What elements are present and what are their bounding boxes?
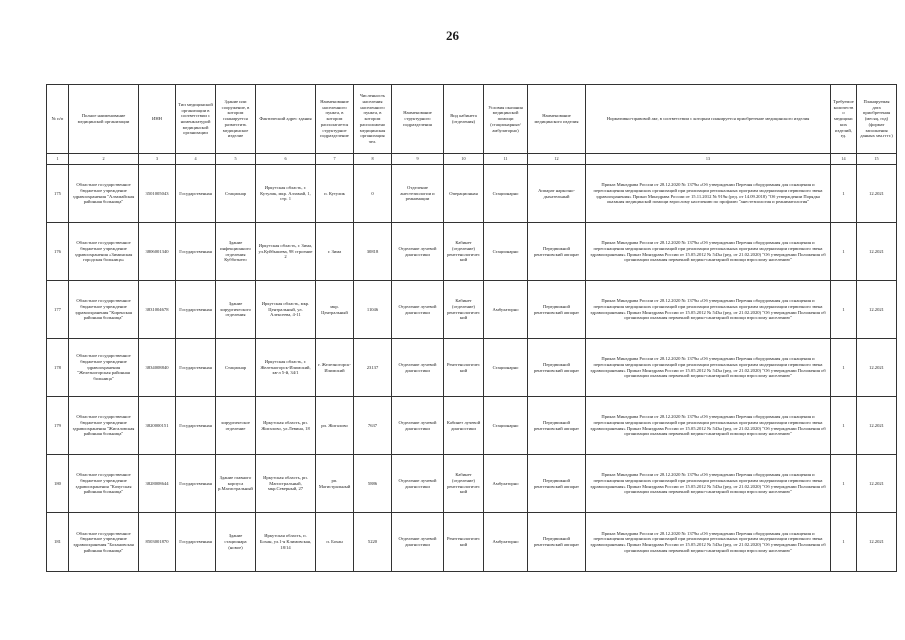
care-conditions: Стационарно: [484, 223, 528, 281]
column-number: 7: [316, 154, 354, 165]
org-type: Государственная: [176, 513, 216, 572]
unit-cell: Отделение лучевой диагностики: [392, 455, 444, 513]
room-type: Операционная: [444, 165, 484, 223]
legal-act: Приказ Минздрава России от 28.12.2020 № 1379н «Об утверждении Перечня оборудования для оснащения и переоснащения медицинских организаций при реализации региональных программ модернизации первичного звена здравоохранения» Приказ Минздрава России от 15.05.2012 № 543н (ред. от 21.02.2020) "Об утверждении Положения об организации оказания первичной медико-санитарной помощи взрослому населению": [586, 455, 831, 513]
planned-date: 12.2021: [857, 513, 897, 572]
settlement-cell: рп. Жигалово: [316, 397, 354, 455]
inn-cell: 8503001870: [139, 513, 176, 572]
building-cell: Здание инфекционного отделения Кубботнего: [216, 223, 256, 281]
building-cell: Здание стационара (новое): [216, 513, 256, 572]
column-number: 4: [176, 154, 216, 165]
planned-date: 12.2021: [857, 397, 897, 455]
address-cell: Иркутская область, мкр. Центральный, ул. Алексеева, 4-11: [256, 281, 316, 339]
building-cell: Здание хирургического отделения: [216, 281, 256, 339]
care-conditions: Амбулаторно: [484, 513, 528, 572]
legal-act: Приказ Минздрава России от 28.12.2020 № 1379н «Об утверждении Перечня оборудования для оснащения и переоснащения медицинских организаций при реализации региональных программ модернизации первичного звена здравоохранения» Приказ Минздрава России от 15.11.2012 № 919н (ред. от 14.09.2018) "Об утверждении Порядка оказания медицинской помощи взрослому населению по профилю "анестезиология и реаниматология": [586, 165, 831, 223]
settlement-cell: г. Зима: [316, 223, 354, 281]
unit-cell: Отделение лучевой диагностики: [392, 513, 444, 572]
legal-act: Приказ Минздрава России от 28.12.2020 № 1379н «Об утверждении Перечня оборудования для оснащения и переоснащения медицинских организаций при реализации региональных программ модернизации первичного звена здравоохранения» Приказ Минздрава России от 15.05.2012 № 543н (ред. от 21.02.2020) "Об утверждении Положения об организации оказания первичной медико-санитарной помощи взрослому населению": [586, 397, 831, 455]
org-type: Государственная: [176, 339, 216, 397]
address-cell: Иркутская область, г. Железногорск-Илимский, кв-л 5-й, 34/1: [256, 339, 316, 397]
room-type: Кабинет (отделение) рентгенологический: [444, 223, 484, 281]
room-type: Кабинет лучевой диагностики: [444, 397, 484, 455]
address-cell: Иркутская область, рп. Жигалово, ул.Левина, 18: [256, 397, 316, 455]
settlement-cell: п. Кутулик: [316, 165, 354, 223]
organization-name: Областное государственное бюджетное учреждение здравоохранения "Киренская районная больница": [69, 281, 139, 339]
building-cell: Здание главного корпуса р.Магистральный: [216, 455, 256, 513]
org-type: Государственная: [176, 281, 216, 339]
row-number: 180: [47, 455, 69, 513]
unit-cell: Отделение лучевой диагностики: [392, 223, 444, 281]
quantity-cell: 1: [831, 397, 857, 455]
row-number: 175: [47, 165, 69, 223]
table-row: [47, 223, 897, 281]
building-cell: Стационар: [216, 165, 256, 223]
header-cell: Наименование структурного подразделения: [392, 85, 444, 154]
organization-name: Областное государственное бюджетное учреждение здравоохранения "Алзамайская районная больница": [69, 165, 139, 223]
organization-name: Областное государственное бюджетное учреждение здравоохранения "Жигаловская районная больница": [69, 397, 139, 455]
device-name: Передвижной рентгеновский аппарат: [528, 513, 586, 572]
inn-cell: 3828008644: [139, 455, 176, 513]
column-number: 5: [216, 154, 256, 165]
population-cell: 23137: [354, 339, 392, 397]
device-name: Передвижной рентгеновский аппарат: [528, 223, 586, 281]
unit-cell: Отделение лучевой диагностики: [392, 339, 444, 397]
column-number: 13: [586, 154, 831, 165]
address-cell: Иркутская область, г. Кутулик, мкр. Алзамай, 1, стр. 1: [256, 165, 316, 223]
settlement-cell: г. Железногорск-Илимский: [316, 339, 354, 397]
planned-date: 12.2021: [857, 165, 897, 223]
header-cell: Полное наименование медицинской организации: [69, 85, 139, 154]
header-cell: Нормативно-правовой акт, в соответствии с которым планируется приобретение медицинского изделия: [586, 85, 831, 154]
inn-cell: 3834008840: [139, 339, 176, 397]
header-cell: Фактический адрес здания: [256, 85, 316, 154]
organization-name: Областное государственное бюджетное учреждение здравоохранения "Качугская районная больница": [69, 455, 139, 513]
care-conditions: Стационарно: [484, 165, 528, 223]
legal-act: Приказ Минздрава России от 28.12.2020 № 1379н «Об утверждении Перечня оборудования для оснащения и переоснащения медицинских организаций при реализации региональных программ модернизации первичного звена здравоохранения» Приказ Минздрава России от 15.05.2012 № 543н (ред. от 21.02.2020) "Об утверждении Положения об организации оказания первичной медико-санитарной помощи взрослому населению": [586, 513, 831, 572]
header-cell: Численность населения населенного пункта, в котором расположено медицинская организация чел.: [354, 85, 392, 154]
quantity-cell: 1: [831, 513, 857, 572]
care-conditions: Стационарно: [484, 339, 528, 397]
room-type: Рентгенологический: [444, 339, 484, 397]
settlement-cell: рп. Магистральный: [316, 455, 354, 513]
table-row: [47, 513, 897, 572]
column-number: 9: [392, 154, 444, 165]
column-number: 8: [354, 154, 392, 165]
header-cell: № п/п: [47, 85, 69, 154]
care-conditions: Амбулаторно: [484, 281, 528, 339]
table-row: [47, 455, 897, 513]
quantity-cell: 1: [831, 223, 857, 281]
column-number: 1: [47, 154, 69, 165]
header-cell: Планируемая дата приобретения (месяц, год) (формат заполнения данных мм.гггг.): [857, 85, 897, 154]
inn-cell: 3806001340: [139, 223, 176, 281]
quantity-cell: 1: [831, 281, 857, 339]
row-number: 177: [47, 281, 69, 339]
column-number: 11: [484, 154, 528, 165]
unit-cell: Отделение анестезиологии и реанимации: [392, 165, 444, 223]
address-cell: Иркутская область, рп. Магистральный, мкр.Северный, 27: [256, 455, 316, 513]
column-number-row: [47, 154, 897, 165]
population-cell: 5220: [354, 513, 392, 572]
column-number: 15: [857, 154, 897, 165]
equipment-registry-table: [46, 84, 897, 572]
header-row: [47, 85, 897, 154]
header-cell: Требуемое количество медицинских изделий, ед.: [831, 85, 857, 154]
page-number: 26: [446, 28, 459, 43]
inn-cell: 3831004678: [139, 281, 176, 339]
legal-act: Приказ Минздрава России от 28.12.2020 № 1379н «Об утверждении Перечня оборудования для оснащения и переоснащения медицинских организаций при реализации региональных программ модернизации первичного звена здравоохранения» Приказ Минздрава России от 15.05.2012 № 543н (ред. от 21.02.2020) "Об утверждении Положения об организации оказания первичной медико-санитарной помощи взрослому населению": [586, 281, 831, 339]
quantity-cell: 1: [831, 165, 857, 223]
column-number: 3: [139, 154, 176, 165]
row-number: 181: [47, 513, 69, 572]
quantity-cell: 1: [831, 455, 857, 513]
device-name: Передвижной рентгеновский аппарат: [528, 281, 586, 339]
device-name: Передвижной рентгеновский аппарат: [528, 397, 586, 455]
care-conditions: Стационарно: [484, 397, 528, 455]
column-number: 2: [69, 154, 139, 165]
population-cell: 7637: [354, 397, 392, 455]
inn-cell: 3820000151: [139, 397, 176, 455]
column-number: 6: [256, 154, 316, 165]
column-number: 12: [528, 154, 586, 165]
column-number: 10: [444, 154, 484, 165]
org-type: Государственная: [176, 165, 216, 223]
building-cell: Стационар: [216, 339, 256, 397]
header-cell: ИНН: [139, 85, 176, 154]
settlement-cell: мкр. Центральный: [316, 281, 354, 339]
org-type: Государственная: [176, 223, 216, 281]
header-cell: Здание или сооружение, в котором планируется разместить медицинское изделие: [216, 85, 256, 154]
table-row: [47, 281, 897, 339]
room-type: Кабинет (отделение) рентгенологический: [444, 455, 484, 513]
header-cell: Наименование медицинского изделия: [528, 85, 586, 154]
inn-cell: 3501005043: [139, 165, 176, 223]
planned-date: 12.2021: [857, 223, 897, 281]
population-cell: 11046: [354, 281, 392, 339]
organization-name: Областное государственное бюджетное учреждение здравоохранения «Зиминская городская больница»: [69, 223, 139, 281]
org-type: Государственная: [176, 397, 216, 455]
planned-date: 12.2021: [857, 281, 897, 339]
table-row: [47, 397, 897, 455]
org-type: Государственная: [176, 455, 216, 513]
device-name: Передвижной рентгеновский аппарат: [528, 455, 586, 513]
room-type: Рентгенологический: [444, 513, 484, 572]
organization-name: Областное государственное бюджетное учреждение здравоохранения "Железногорская районная больница": [69, 339, 139, 397]
care-conditions: Амбулаторно: [484, 455, 528, 513]
header-cell: Вид кабинета (отделения): [444, 85, 484, 154]
legal-act: Приказ Минздрава России от 28.12.2020 № 1379н «Об утверждении Перечня оборудования для оснащения и переоснащения медицинских организаций при реализации региональных программ модернизации первичного звена здравоохранения» Приказ Минздрава России от 15.05.2012 № 543н (ред. от 21.02.2020) "Об утверждении Положения об организации оказания первичной медико-санитарной помощи взрослому населению": [586, 223, 831, 281]
header-cell: Условия оказания медицинской помощи (стационарные/амбулаторно): [484, 85, 528, 154]
legal-act: Приказ Минздрава России от 28.12.2020 № 1379н «Об утверждении Перечня оборудования для оснащения и переоснащения медицинских организаций при реализации региональных программ модернизации первичного звена здравоохранения» Приказ Минздрава России от 15.05.2012 № 543н (ред. от 21.02.2020) "Об утверждении Положения об организации оказания первичной медико-санитарной помощи взрослому населению": [586, 339, 831, 397]
device-name: Аппарат наркозно-дыхательный: [528, 165, 586, 223]
quantity-cell: 1: [831, 339, 857, 397]
organization-name: Областное государственное бюджетное учреждение здравоохранения "Бохановская районная больница": [69, 513, 139, 572]
column-number: 14: [831, 154, 857, 165]
device-name: Передвижной рентгеновский аппарат: [528, 339, 586, 397]
building-cell: хирургическое отделение: [216, 397, 256, 455]
row-number: 176: [47, 223, 69, 281]
settlement-cell: п. Бохан: [316, 513, 354, 572]
row-number: 179: [47, 397, 69, 455]
unit-cell: Отделение лучевой диагностики: [392, 397, 444, 455]
room-type: Кабинет (отделение) рентгенологический: [444, 281, 484, 339]
header-cell: Наименование населенного пункта, в котором располагается структурное подразделение: [316, 85, 354, 154]
registry-body: [47, 165, 897, 572]
address-cell: Иркутская область, г. Зима, ул.Куйбышева, 98 строение 2: [256, 223, 316, 281]
population-cell: 5886: [354, 455, 392, 513]
header-cell: Тип медицинской организации в соответствии с номенклатурой медицинской организации: [176, 85, 216, 154]
population-cell: 0: [354, 165, 392, 223]
planned-date: 12.2021: [857, 339, 897, 397]
row-number: 178: [47, 339, 69, 397]
address-cell: Иркутская область, п. Бохан, ул.1-я Климовская, 18/14: [256, 513, 316, 572]
unit-cell: Отделение лучевой диагностики: [392, 281, 444, 339]
table-row: [47, 165, 897, 223]
population-cell: 30818: [354, 223, 392, 281]
table-row: [47, 339, 897, 397]
planned-date: 12.2021: [857, 455, 897, 513]
